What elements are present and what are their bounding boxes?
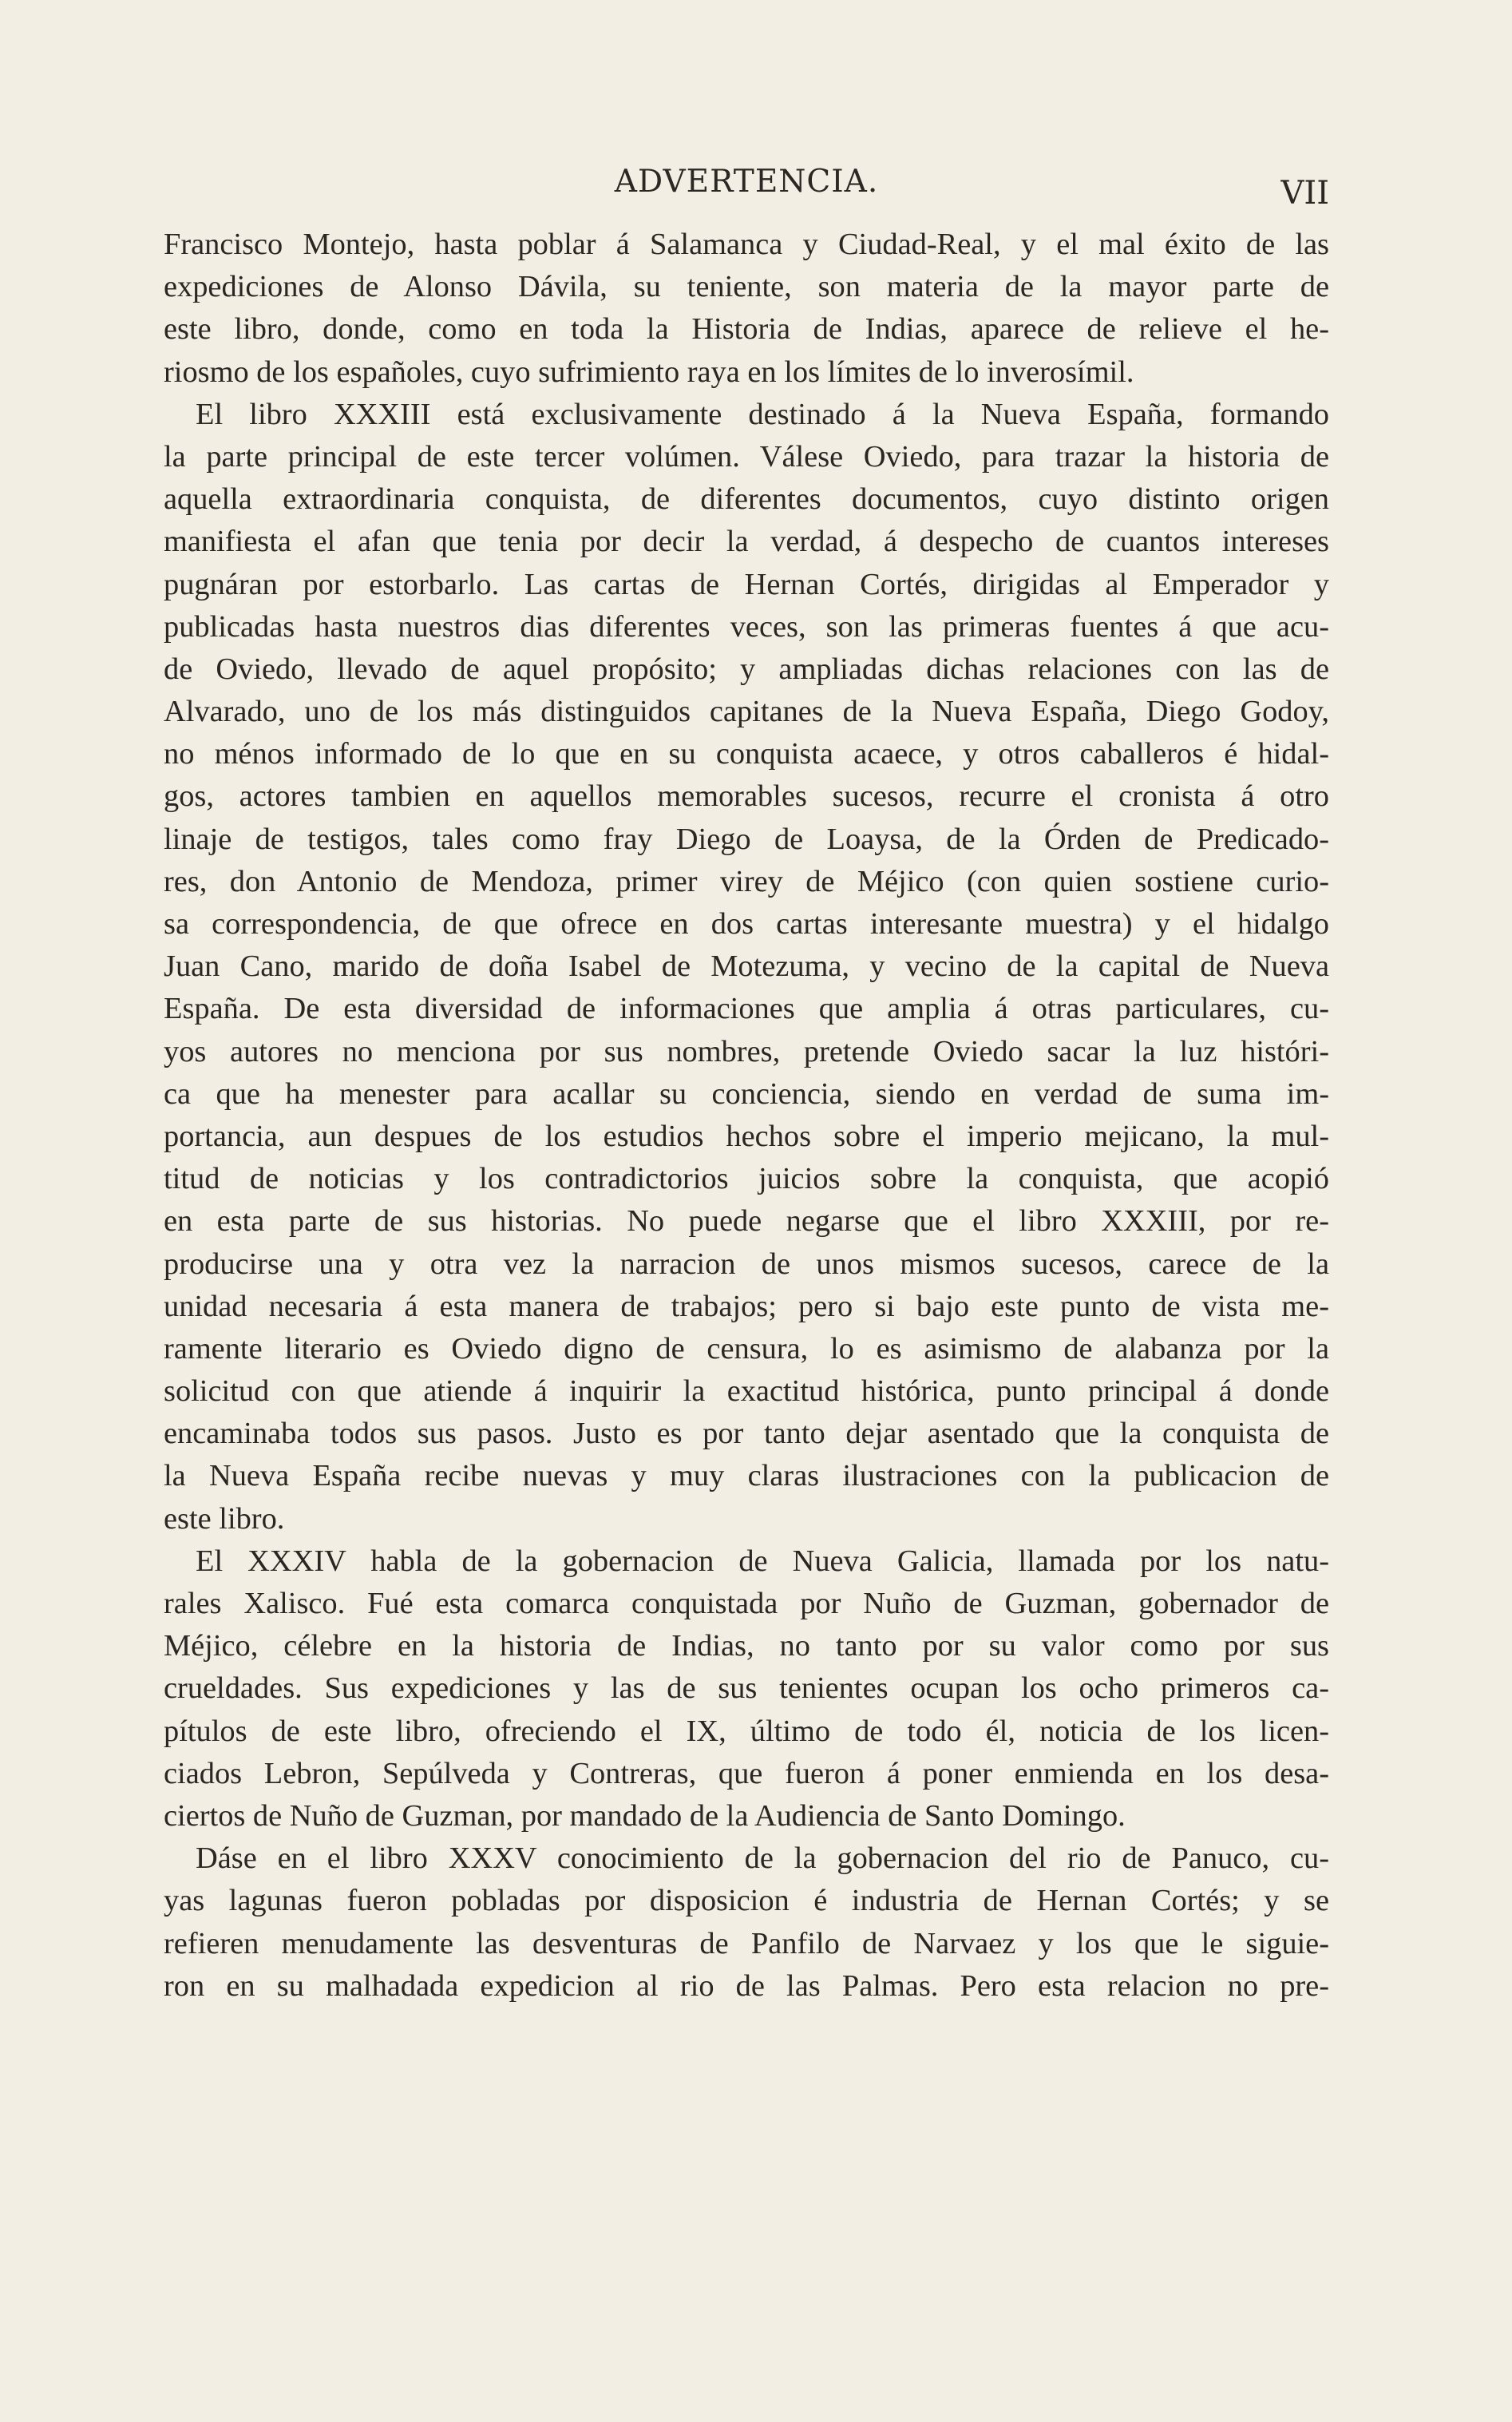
text-line: Francisco Montejo, hasta poblar á Salamanca y Ciudad-Real, y el mal éxito de las	[164, 228, 1329, 261]
text-line: Dáse en el libro XXXV conocimiento de la gobernacion del rio de Panuco, cu-	[196, 1841, 1329, 1876]
text-line: ca que ha menester para acallar su conciencia, siendo en verdad de suma im-	[164, 1076, 1329, 1111]
page-number: VII	[1280, 175, 1329, 212]
text-line: gos, actores tambien en aquellos memorables sucesos, recurre el cronista á otro	[164, 779, 1329, 814]
text-line: Juan Cano, marido de doña Isabel de Motezuma, y vecino de la capital de Nueva	[164, 949, 1329, 984]
text-line: unidad necesaria á esta manera de trabajos; pero si bajo este punto de vista me-	[164, 1289, 1329, 1323]
text-line: no ménos informado de lo que en su conquista acaece, y otros caballeros é hidal-	[164, 737, 1329, 771]
body-text	[164, 224, 1329, 2008]
text-line: este libro.	[164, 1501, 285, 1536]
text-line: manifiesta el afan que tenia por decir la verdad, á despecho de cuantos intereses	[164, 525, 1329, 559]
text-line: res, don Antonio de Mendoza, primer virey de Méjico (con quien sostiene curio-	[164, 864, 1329, 898]
text-line: refieren menudamente las desventuras de Panfilo de Narvaez y los que le siguie-	[164, 1926, 1329, 1960]
page-title: ADVERTENCIA.	[614, 164, 879, 200]
text-line: encaminaba todos sus pasos. Justo es por tanto dejar asentado que la conquista de	[164, 1417, 1329, 1451]
text-line: Méjico, célebre en la historia de Indias, no tanto por su valor como por sus	[164, 1629, 1329, 1663]
text-line: riosmo de los españoles, cuyo sufrimiento raya en los límites de lo inverosímil.	[164, 355, 1134, 389]
text-line: solicitud con que atiende á inquirir la exactitud histórica, punto principal á donde	[164, 1374, 1329, 1409]
text-line: publicadas hasta nuestros dias diferentes veces, son las primeras fuentes á que acu-	[164, 609, 1329, 644]
text-line: expediciones de Alonso Dávila, su teniente, son materia de la mayor parte de	[164, 270, 1329, 304]
text-line: ron en su malhadada expedicion al rio de las Palmas. Pero esta relacion no pre-	[164, 1968, 1329, 2003]
text-line: en esta parte de sus historias. No puede negarse que el libro XXXIII, por re-	[164, 1204, 1329, 1239]
text-line: este libro, donde, como en toda la Historia de Indias, aparece de relieve el he-	[164, 312, 1329, 347]
text-line: El XXXIV habla de la gobernacion de Nueva Galicia, llamada por los natu-	[196, 1544, 1329, 1578]
text-line: yos autores no menciona por sus nombres, pretende Oviedo sacar la luz históri-	[164, 1034, 1329, 1068]
text-line: yas lagunas fueron pobladas por disposicion é industria de Hernan Cortés; y se	[164, 1884, 1329, 1918]
text-line: linaje de testigos, tales como fray Diego de Loaysa, de la Órden de Predicado-	[164, 822, 1329, 856]
text-line: crueldades. Sus expediciones y las de sus tenientes ocupan los ocho primeros ca-	[164, 1671, 1329, 1706]
text-line: pítulos de este libro, ofreciendo el IX, último de todo él, noticia de los licen-	[164, 1714, 1329, 1748]
text-line: aquella extraordinaria conquista, de diferentes documentos, cuyo distinto origen	[164, 482, 1329, 517]
text-line: ramente literario es Oviedo digno de censura, lo es asimismo de alabanza por la	[164, 1331, 1329, 1366]
text-line: portancia, aun despues de los estudios hechos sobre el imperio mejicano, la mul-	[164, 1119, 1329, 1153]
running-head	[164, 164, 1329, 220]
text-line: rales Xalisco. Fué esta comarca conquistada por Nuño de Guzman, gobernador de	[164, 1587, 1329, 1620]
text-line: la parte principal de este tercer volúmen. Válese Oviedo, para trazar la historia de	[164, 439, 1329, 474]
text-line: de Oviedo, llevado de aquel propósito; y ampliadas dichas relaciones con las de	[164, 652, 1329, 686]
text-line: pugnáran por estorbarlo. Las cartas de Hernan Cortés, dirigidas al Emperador y	[164, 567, 1329, 601]
text-line: ciados Lebron, Sepúlveda y Contreras, que fueron á poner enmienda en los desa-	[164, 1756, 1329, 1790]
text-line: ciertos de Nuño de Guzman, por mandado de la Audiencia de Santo Domingo.	[164, 1798, 1126, 1833]
text-line: El libro XXXIII está exclusivamente destinado á la Nueva España, formando	[196, 397, 1329, 431]
text-line: España. De esta diversidad de informaciones que amplia á otras particulares, cu-	[164, 992, 1329, 1026]
text-line: Alvarado, uno de los más distinguidos capitanes de la Nueva España, Diego Godoy,	[164, 695, 1329, 729]
text-line: la Nueva España recibe nuevas y muy claras ilustraciones con la publicacion de	[164, 1459, 1329, 1493]
text-line: sa correspondencia, de que ofrece en dos cartas interesante muestra) y el hidalgo	[164, 907, 1329, 941]
text-line: titud de noticias y los contradictorios juicios sobre la conquista, que acopió	[164, 1162, 1329, 1196]
text-line: producirse una y otra vez la narracion de unos mismos sucesos, carece de la	[164, 1247, 1329, 1281]
